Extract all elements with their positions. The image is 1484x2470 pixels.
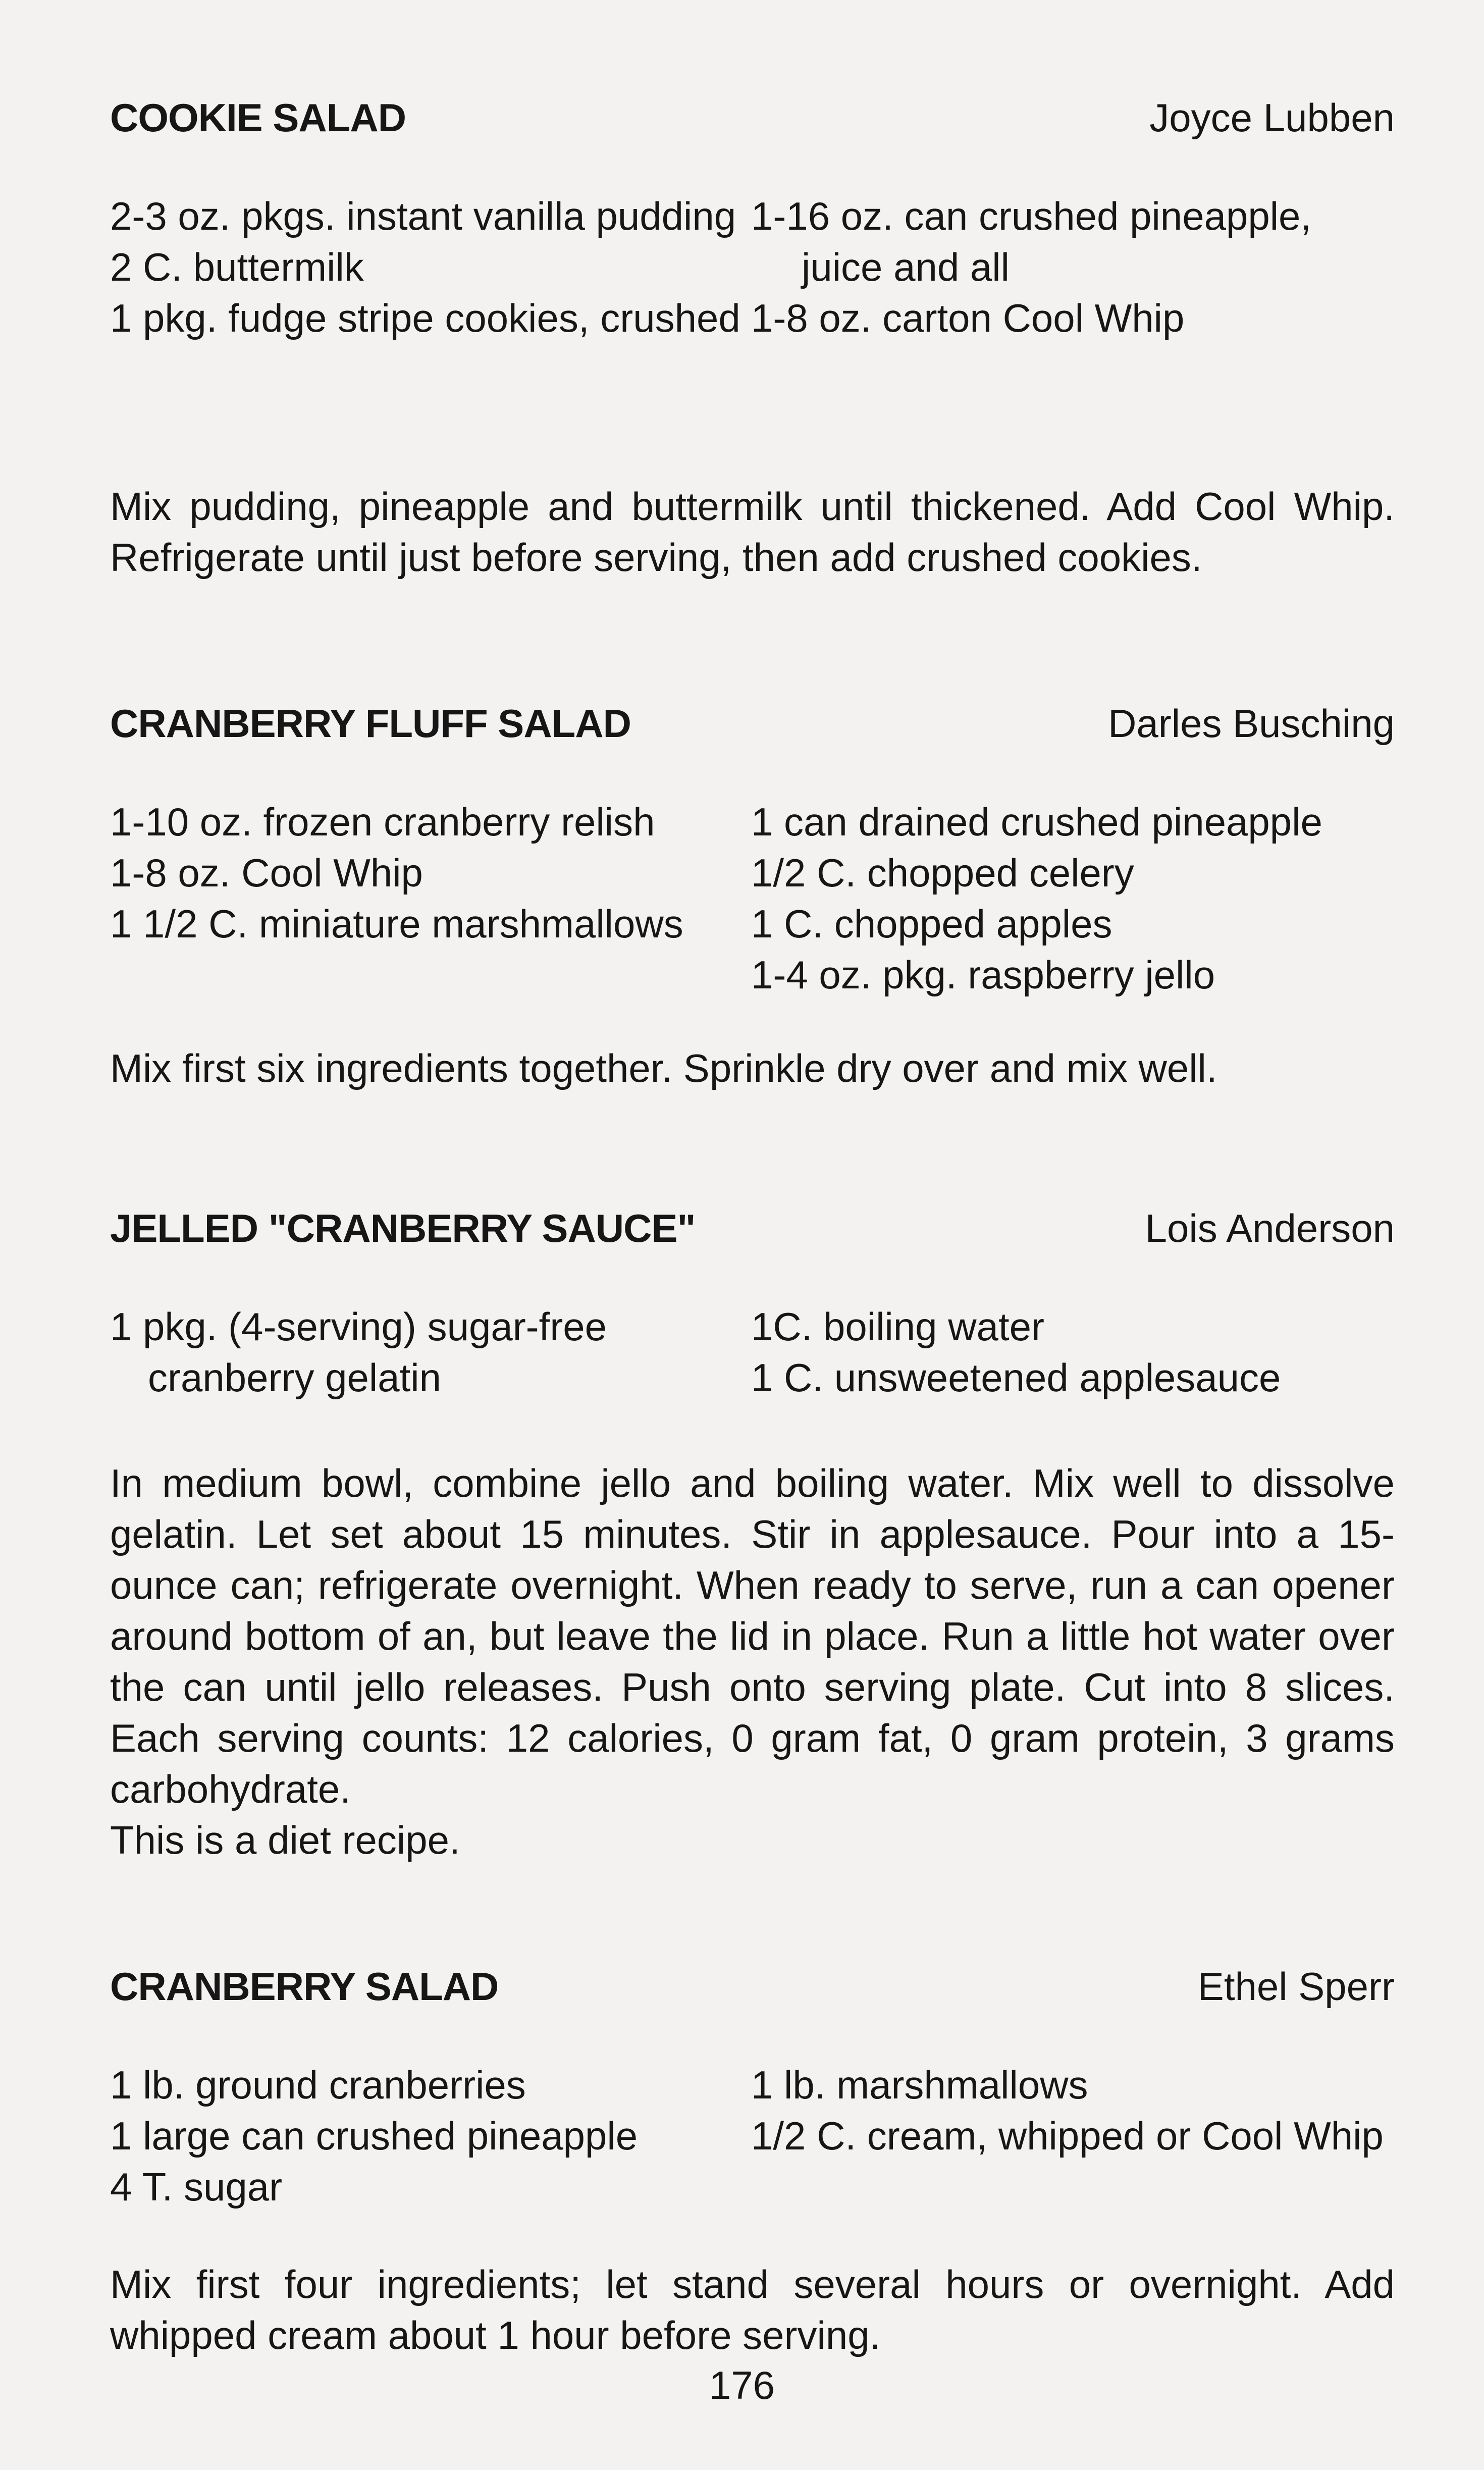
recipe-header — [110, 90, 1395, 145]
ingredient-item: 4 T. sugar — [110, 2165, 283, 2209]
ingredient-item: 1-10 oz. frozen cranberry relish — [110, 800, 655, 844]
ingredient-item: 1-8 oz. Cool Whip — [110, 851, 423, 895]
ingredient-item: 1 can drained crushed pineapple — [751, 800, 1322, 844]
recipe-instructions: Mix first six ingredients together. Sprinkle dry over and mix well. — [110, 1046, 1217, 1090]
recipe-title: JELLED "CRANBERRY SAUCE" — [110, 1206, 696, 1250]
ingredient-columns — [110, 797, 1395, 1001]
recipe-instructions — [110, 1458, 1395, 1866]
ingredient-item: 1 1/2 C. miniature marshmallows — [110, 902, 683, 946]
ingredients-right — [751, 191, 1395, 344]
recipe-header — [110, 1959, 1395, 2014]
ingredient-item: 2 C. buttermilk — [110, 245, 364, 289]
ingredient-item: 1 pkg. (4-serving) sugar-free cranberry gelatin — [110, 1304, 607, 1400]
recipe-cranberry-salad — [110, 1959, 1395, 2357]
ingredient-item: 1-16 oz. can crushed pineapple, juice and all — [751, 194, 1312, 289]
recipe-cranberry-fluff-salad — [110, 696, 1395, 1090]
instruction-paragraph: In medium bowl, combine jello and boiling water. Mix well to dissolve gelatin. Let set about 15 minutes. Stir in applesauce. Pour into a 15-ounce can; refrigerate overnight. When ready to serve, run a can opener around bottom of an, but leave the lid in place. Run a little hot water over the can until jello releases. Push onto serving plate. Cut into 8 slices. Each serving counts: 12 calories, 0 gram fat, 0 gram protein, 3 grams carbohydrate. — [110, 1461, 1395, 1811]
ingredient-columns — [110, 191, 1395, 344]
recipe-title: CRANBERRY FLUFF SALAD — [110, 701, 631, 746]
ingredient-item: 1 lb. marshmallows — [751, 2063, 1088, 2107]
instruction-note: This is a diet recipe. — [110, 1818, 460, 1862]
ingredient-item: 1 pkg. fudge stripe cookies, crushed — [110, 296, 740, 340]
ingredients-left — [110, 2060, 741, 2213]
recipe-title: COOKIE SALAD — [110, 95, 406, 140]
recipe-title: CRANBERRY SALAD — [110, 1964, 499, 2009]
recipe-header — [110, 696, 1395, 751]
recipe-author: Darles Busching — [1108, 701, 1395, 746]
ingredients-left — [110, 797, 741, 950]
recipe-instructions: Mix pudding, pineapple and buttermilk until thickened. Add Cool Whip. Refrigerate until just before serving, then add crushed cookies. — [110, 484, 1395, 580]
recipe-cookie-salad — [110, 90, 1395, 580]
recipe-jelled-cranberry-sauce — [110, 1200, 1395, 1862]
recipe-header — [110, 1200, 1395, 1256]
ingredients-right — [751, 2060, 1395, 2162]
ingredient-columns — [110, 1301, 1395, 1403]
ingredients-left — [110, 1301, 741, 1403]
ingredients-right — [751, 1301, 1395, 1403]
recipe-author: Joyce Lubben — [1149, 95, 1395, 140]
ingredient-item: 1/2 C. chopped celery — [751, 851, 1134, 895]
ingredient-item: 1 lb. ground cranberries — [110, 2063, 526, 2107]
recipe-instructions: Mix first four ingredients; let stand several hours or overnight. Add whipped cream about 1 hour before serving. — [110, 2262, 1395, 2357]
ingredients-right — [751, 797, 1395, 1001]
ingredient-item: 1/2 C. cream, whipped or Cool Whip — [751, 2114, 1384, 2158]
ingredient-item: 1 C. unsweetened applesauce — [751, 1355, 1281, 1400]
ingredients-left — [110, 191, 741, 344]
ingredient-columns — [110, 2060, 1395, 2213]
ingredient-item: 1-4 oz. pkg. raspberry jello — [751, 953, 1215, 997]
recipe-author: Lois Anderson — [1145, 1206, 1395, 1250]
ingredient-item: 2-3 oz. pkgs. instant vanilla pudding — [110, 194, 736, 238]
ingredient-item: 1 large can crushed pineapple — [110, 2114, 638, 2158]
page-number: 176 — [709, 2363, 775, 2407]
ingredient-item: 1C. boiling water — [751, 1304, 1044, 1349]
ingredient-item: 1-8 oz. carton Cool Whip — [751, 296, 1185, 340]
recipe-author: Ethel Sperr — [1197, 1964, 1395, 2009]
ingredient-item: 1 C. chopped apples — [751, 902, 1112, 946]
